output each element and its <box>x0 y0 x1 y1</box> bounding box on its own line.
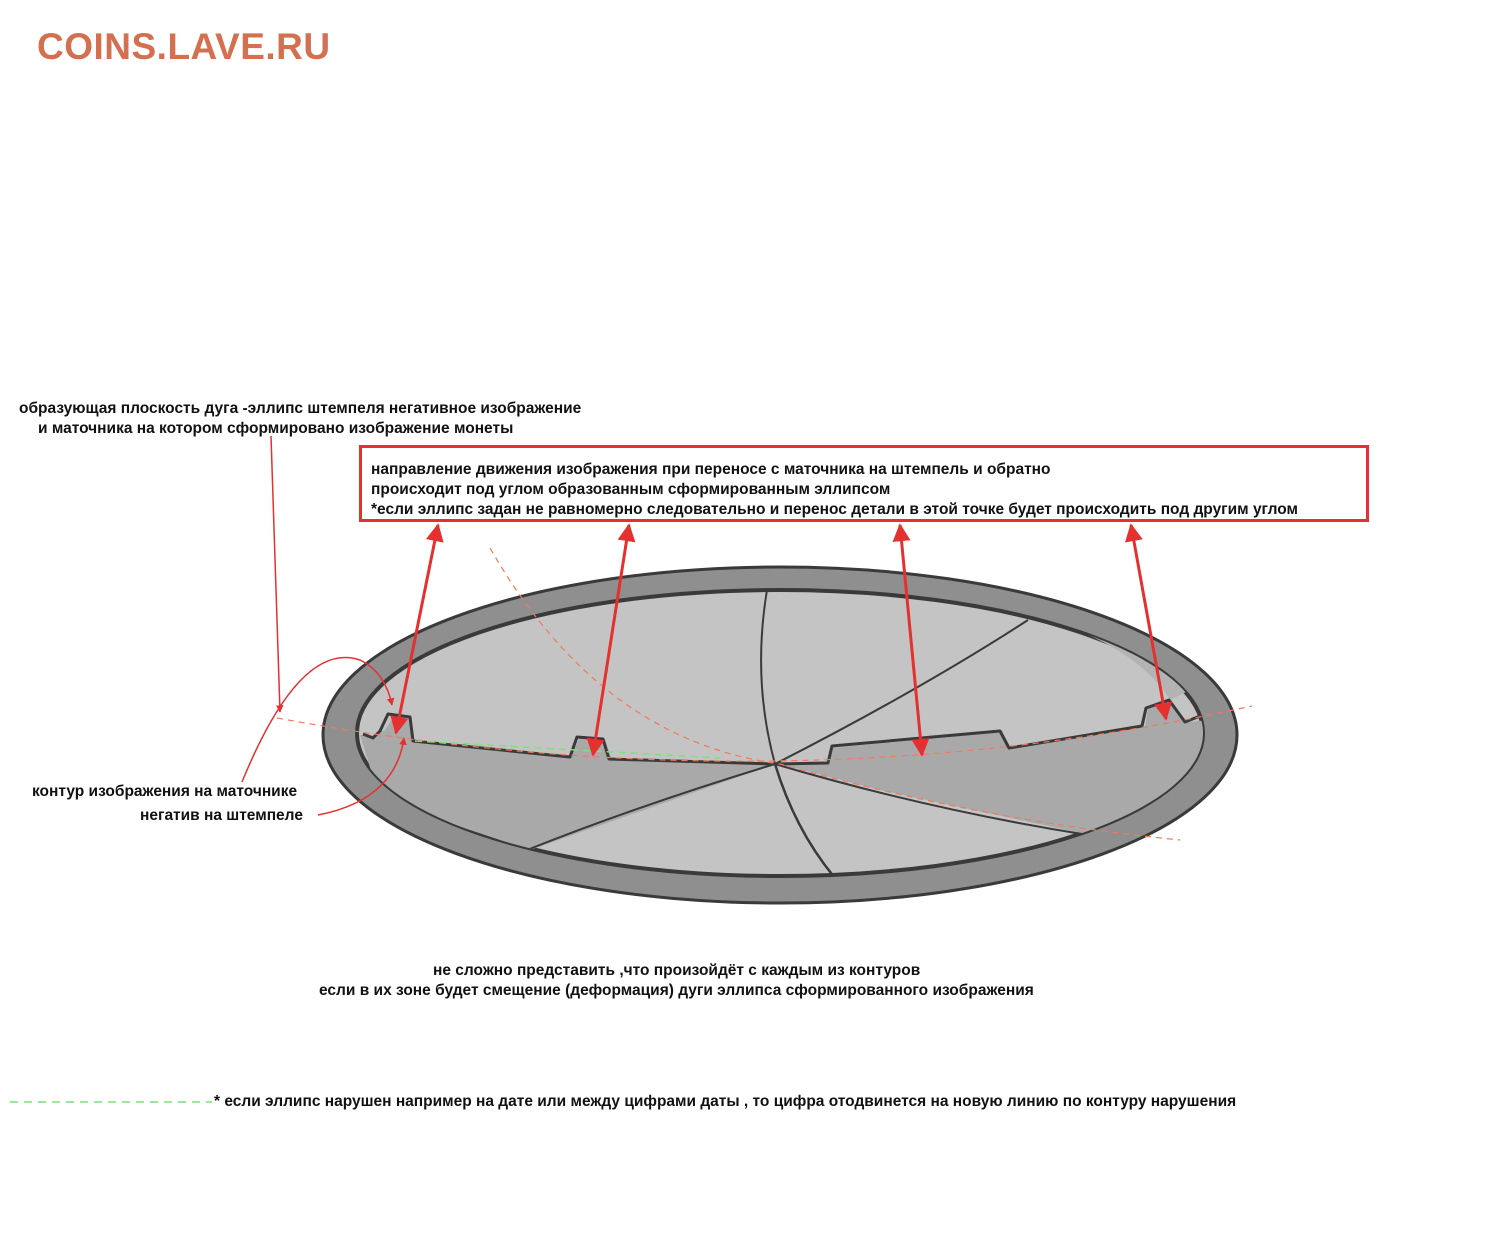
note-line-3: *если эллипс задан не равномерно следовательно и перенос детали в этой точке будет происходить под другим углом <box>371 501 1299 518</box>
plane-label-leader <box>271 436 280 712</box>
bottom-text-line2: если в их зоне будет смещение (деформация) дуги эллипса сформированного изображения <box>319 982 1034 999</box>
note-line-2: происходит под углом образованным сформированным эллипсом <box>371 481 891 498</box>
negative-label: негатив на штемпеле <box>140 807 303 824</box>
direction-note-box <box>359 445 1369 522</box>
contour-label: контур изображения на маточнике <box>32 783 298 800</box>
note-line-1: направление движения изображения при переносе с маточника на штемпель и обратно <box>371 461 1051 478</box>
footnote-text: * если эллипс нарушен например на дате или между цифрами даты , то цифра отодвинется на новую линию по контуру нарушения <box>214 1093 1237 1110</box>
plane-label-line2: и маточника на котором сформировано изображение монеты <box>38 420 514 437</box>
bottom-text-line1: не сложно представить ,что произойдёт с каждым из контуров <box>433 962 921 979</box>
site-watermark: COINS.LAVE.RU <box>37 26 331 67</box>
plane-label-line1: образующая плоскость дуга -эллипс штемпеля негативное изображение <box>19 400 582 417</box>
